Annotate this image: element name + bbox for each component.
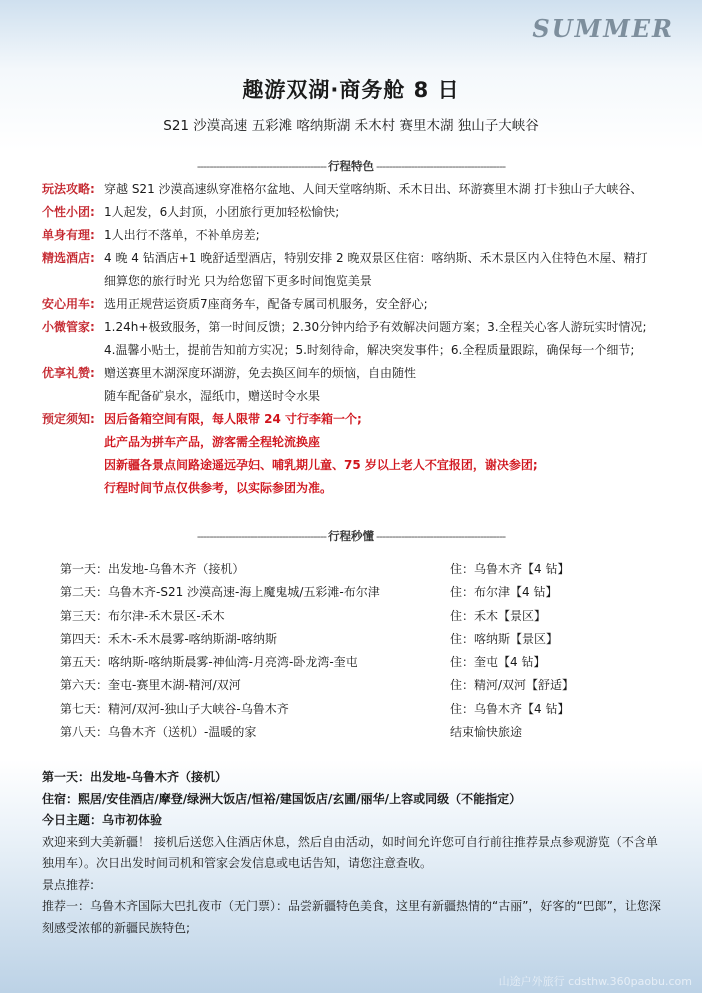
- itinerary-hotel: 结束愉快旅途: [450, 725, 523, 740]
- itinerary-route: 第一天：出发地-乌鲁木齐（接机）: [60, 562, 245, 576]
- feature-text: 1.24h+极致服务，第一时间反馈；2.30分钟内给予有效解决问题方案；3.全程关心客人游玩实时情况;: [104, 320, 647, 334]
- itinerary-hotel: 住：乌鲁木齐【4 钻】: [450, 701, 570, 716]
- itinerary-route: 第二天：乌鲁木齐-S21 沙漠高速-海上魔鬼城/五彩滩-布尔津: [60, 585, 380, 600]
- feature-key: 精选酒店:: [42, 251, 95, 265]
- itinerary-hotel: 住：乌鲁木齐【4 钻】: [450, 562, 570, 576]
- itinerary-day: [60, 581, 620, 604]
- feature-key: [42, 270, 104, 293]
- itinerary-day: [60, 605, 620, 628]
- feature-key: 玩法攻略:: [42, 182, 95, 196]
- feature-key: 优享礼赞:: [42, 366, 95, 380]
- feature-text: 穿越 S21 沙漠高速纵穿准格尔盆地、人间天堂喀纳斯、禾木日出、环游赛里木湖 打卡独山子大峡谷、: [104, 182, 643, 196]
- itinerary-route: 第六天：奎屯-赛里木湖-精河/双河: [60, 678, 241, 693]
- section-divider-itinerary: [40, 528, 662, 544]
- day1-detail: [42, 767, 667, 939]
- feature-row: [42, 247, 672, 270]
- feature-key: 安心用车:: [42, 297, 95, 311]
- notice-text: 因后备箱空间有限，每人限带 24 寸行李箱一个;: [104, 412, 362, 426]
- itinerary-day: [60, 558, 620, 581]
- day1-heading: 第一天：出发地-乌鲁木齐（接机）: [42, 770, 227, 784]
- feature-key: 单身有理:: [42, 228, 95, 242]
- feature-key: 个性小团:: [42, 205, 95, 219]
- itinerary-day: [60, 721, 620, 744]
- itinerary-day: [60, 628, 620, 651]
- feature-key: 小微管家:: [42, 320, 95, 334]
- notice-key: [42, 431, 104, 454]
- feature-text: 1人出行不落单，不补单房差;: [104, 228, 260, 242]
- feature-row: [42, 224, 672, 247]
- itinerary-hotel: 住：禾木【景区】: [450, 608, 547, 623]
- section-title-itinerary: 行程秒懂: [328, 529, 374, 543]
- notice-row: [42, 454, 672, 477]
- day1-hotel: 住宿：熙居/安佳酒店/摩登/绿洲大饭店/恒裕/建国饭店/玄圃/丽华/上容或同级（不能指定）: [42, 791, 522, 806]
- itinerary-route: 第七天：精河/双河-独山子大峡谷-乌鲁木齐: [60, 701, 289, 716]
- watermark: 山途户外旅行 cdsthw.360paobu.com: [498, 975, 692, 988]
- feature-row: [42, 201, 672, 224]
- itinerary-route: 第三天：布尔津-禾木景区-禾木: [60, 608, 225, 623]
- itinerary-list: [60, 558, 620, 744]
- notice-key: 预定须知:: [42, 412, 95, 426]
- itinerary-route: 第四天：禾木-禾木晨雾-喀纳斯湖-喀纳斯: [60, 631, 277, 646]
- feature-row: [42, 316, 672, 339]
- itinerary-hotel: 住：喀纳斯【景区】: [450, 631, 559, 646]
- page-title: 趣游双湖·商务舱 8 日: [242, 78, 460, 102]
- route-subtitle: S21 沙漠高速 五彩滩 喀纳斯湖 禾木村 赛里木湖 独山子大峡谷: [163, 118, 539, 134]
- divider-dashes: -----------------------------------------: [196, 159, 326, 173]
- feature-text: 4.温馨小贴士，提前告知前方实况；5.时刻待命，解决突发事件；6.全程质量跟踪，确保每一个细节;: [104, 343, 635, 357]
- itinerary-route: 第五天：喀纳斯-喀纳斯晨雾-神仙湾-月亮湾-卧龙湾-奎屯: [60, 655, 358, 670]
- notice-key: [42, 454, 104, 477]
- notice-text: 此产品为拼车产品，游客需全程轮流换座: [104, 435, 321, 449]
- notice-text: 行程时间节点仅供参考，以实际参团为准。: [104, 481, 333, 495]
- feature-row: [42, 385, 672, 408]
- section-divider-features: [40, 158, 662, 174]
- feature-row: [42, 270, 672, 293]
- features-list: [42, 178, 672, 500]
- feature-text: 赠送赛里木湖深度环湖游，免去换区间车的烦恼，自由随性: [104, 366, 417, 380]
- notice-text: 因新疆各景点间路途遥远孕妇、哺乳期儿童、75 岁以上老人不宜报团，谢决参团;: [104, 458, 538, 472]
- day1-recommendation: 推荐一：乌鲁木齐国际大巴扎夜市（无门票）：品尝新疆特色美食，这里有新疆热情的“古丽”，好客的“巴郎”，让您深刻感受浓郁的新疆民族特色;: [42, 899, 661, 935]
- itinerary-day: [60, 674, 620, 697]
- feature-key: [42, 339, 104, 362]
- itinerary-day: [60, 651, 620, 674]
- itinerary-hotel: 住：布尔津【4 钻】: [450, 585, 558, 600]
- feature-row: [42, 293, 672, 316]
- day1-rec-label: 景点推荐:: [42, 877, 95, 892]
- notice-row: [42, 408, 672, 431]
- feature-row: [42, 339, 672, 362]
- summer-logo: SUMMER: [532, 14, 674, 43]
- day1-paragraph: 欢迎来到大美新疆！ 接机后送您入住酒店休息，然后自由活动，如时间允许您可自行前往推荐景点参观游览（不含单独用车）。次日出发时间司机和管家会发信息或电话告知，请您注意查收。: [42, 834, 658, 870]
- day1-theme: 今日主题：乌市初体验: [42, 813, 163, 827]
- notice-row: [42, 431, 672, 454]
- feature-key: [42, 385, 104, 408]
- divider-dashes: -----------------------------------------: [196, 529, 326, 543]
- feature-text: 细算您的旅行时光 只为给您留下更多时间饱览美景: [104, 274, 372, 288]
- feature-row: [42, 178, 672, 201]
- itinerary-route: 第八天：乌鲁木齐（送机）-温暖的家: [60, 725, 257, 740]
- feature-text: 4 晚 4 钻酒店+1 晚舒适型酒店，特别安排 2 晚双景区住宿：喀纳斯、禾木景区内入住特色木屋、精打: [104, 251, 648, 265]
- divider-dashes: -----------------------------------------: [376, 529, 506, 543]
- divider-dashes: -----------------------------------------: [376, 159, 506, 173]
- notice-row: [42, 477, 672, 500]
- feature-text: 选用正规营运资质7座商务车，配备专属司机服务，安全舒心;: [104, 297, 428, 311]
- itinerary-hotel: 住：奎屯【4 钻】: [450, 655, 546, 670]
- feature-text: 1人起发，6人封顶，小团旅行更加轻松愉快;: [104, 205, 340, 219]
- itinerary-hotel: 住：精河/双河【舒适】: [450, 678, 575, 693]
- feature-row: [42, 362, 672, 385]
- section-title-features: 行程特色: [328, 159, 374, 173]
- notice-key: [42, 477, 104, 500]
- feature-text: 随车配备矿泉水，湿纸巾，赠送时令水果: [104, 389, 321, 403]
- itinerary-day: [60, 698, 620, 721]
